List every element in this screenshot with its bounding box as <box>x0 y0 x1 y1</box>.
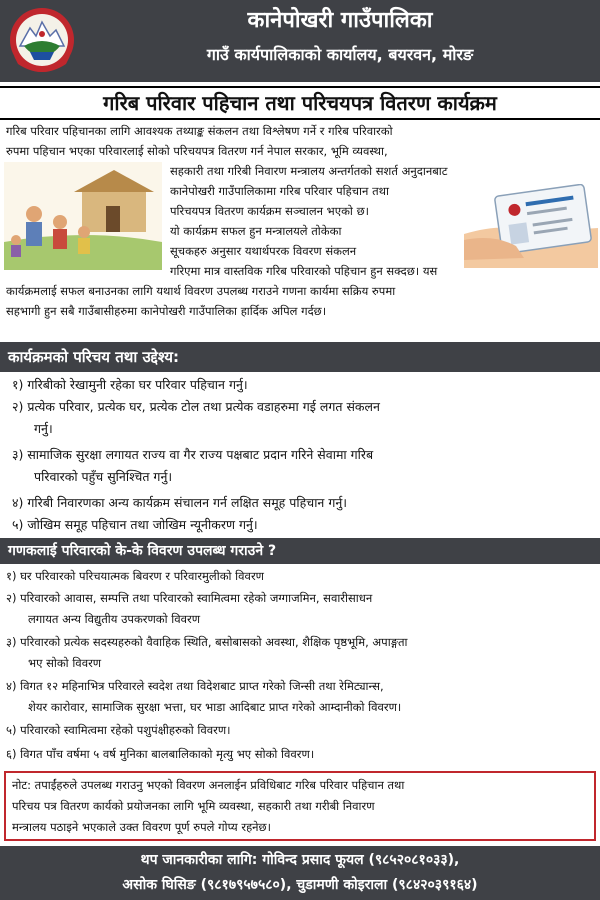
org-name: कानेपोखरी गाउँपालिका <box>247 8 433 33</box>
intro-line: सहकारी तथा गरिबी निवारण मन्त्रालय अन्तर्गतको सशर्त अनुदानबाट <box>170 164 448 178</box>
nepal-emblem-icon <box>8 6 76 74</box>
intro-line: परिचयपत्र वितरण कार्यक्रम सञ्चालन भएको छ। <box>170 204 369 218</box>
list-item: १) घर परिवारको परिचयात्मक बिवरण र परिवारमुलीको विवरण <box>6 569 264 583</box>
note-line: परिचय पत्र वितरण कार्यको प्रयोजनका लागि भूमि व्यवस्था, सहकारी तथा गरीबी निवारण <box>12 799 375 813</box>
page-title: गरिब परिवार पहिचान तथा परिचयपत्र वितरण कार्यक्रम <box>0 86 600 120</box>
list-item: भए सोको विवरण <box>28 656 102 670</box>
section-heading-details: गणकलाई परिवारको के-के विवरण उपलब्ध गराउने ? <box>0 538 600 564</box>
intro-line: कानेपोखरी गाउँपालिकामा गरिब परिवार पहिचान तथा <box>170 184 389 198</box>
list-item: लगायत अन्य विद्युतीय उपकरणको विवरण <box>28 612 201 626</box>
list-item: ४) विगत १२ महिनाभित्र परिवारले स्वदेश तथा विदेशबाट प्राप्त गरेको जिन्सी तथा रेमिट्यान्स, <box>6 679 384 693</box>
intro-line: गरिब परिवार पहिचानका लागि आवश्यक तथ्याङ्क संकलन तथा विश्लेषण गर्ने र गरिब परिवारको <box>6 124 393 138</box>
note-line: नोट: तपाईंहरुले उपलब्ध गराउनु भएको विवरण अनलाईन प्रविधिबाट गरिब परिवार पहिचान तथा <box>12 778 405 792</box>
note-line: मन्त्रालय पठाइने भएकाले उक्त विवरण पूर्ण रुपले गोप्य रहनेछ। <box>12 820 271 834</box>
intro-line: सूचकहरु अनुसार यथार्थपरक विवरण संकलन <box>170 244 357 258</box>
header <box>0 0 600 82</box>
intro-line: गरिएमा मात्र वास्तविक गरिब परिवारको पहिचान हुन सक्दछ। यस <box>170 264 438 278</box>
intro-line: यो कार्यक्रम सफल हुन मन्त्रालयले तोकेका <box>170 224 342 238</box>
list-item: ५) जोखिम समूह पहिचान तथा जोखिम न्यूनीकरण गर्नु। <box>12 517 258 532</box>
intro-line: कार्यक्रमलाई सफल बनाउनका लागि यथार्थ विवरण उपलब्ध गराउने गणना कार्यमा सक्रिय रुपमा <box>6 284 396 298</box>
list-item: ३) परिवारको प्रत्येक सदस्यहरुको वैवाहिक स्थिति, बसोबासको अवस्था, शैक्षिक पृष्ठभूमि, अपाङ्गता <box>6 635 408 649</box>
list-item: ४) गरिबी निवारणका अन्य कार्यक्रम संचालन गर्न लक्षित समूह पहिचान गर्नु। <box>12 495 348 510</box>
list-item: ५) परिवारको स्वामित्वमा रहेको पशुपंक्षीहरुको विवरण। <box>6 723 231 737</box>
list-item: १) गरिबीको रेखामुनी रहेका घर परिवार पहिचान गर्नु। <box>12 377 248 392</box>
section-heading-objectives: कार्यक्रमको परिचय तथा उद्देश्य: <box>0 342 600 372</box>
confidentiality-note <box>4 771 596 841</box>
intro-line: सहभागी हुन सबै गाउँबासीहरुमा कानेपोखरी गाउँपालिका हार्दिक अपिल गर्दछ। <box>6 304 327 318</box>
list-item: गर्नु। <box>34 421 53 436</box>
intro-line: रुपमा पहिचान भएका परिवारलाई सोको परिचयपत्र वितरण गर्न नेपाल सरकार, भूमि व्यवस्था, <box>6 144 388 158</box>
list-item: शेयर कारोवार, सामाजिक सुरक्षा भत्ता, घर भाडा आदिबाट प्राप्त गरेको आम्दानीको विवरण। <box>28 700 402 714</box>
contact-line: असोक घिसिङ (९८१७९५७५८०), चुडामणी कोइराला (९८४२०३९१६४) <box>122 877 478 893</box>
contact-footer <box>0 846 600 900</box>
office-address: गाउँ कार्यपालिकाको कार्यालय, बयरवन, मोरङ <box>206 45 474 64</box>
list-item: २) परिवारको आवास, सम्पत्ति तथा परिवारको स्वामित्वमा रहेको जग्गाजमिन, सवारीसाधन <box>6 591 373 605</box>
contact-line: थप जानकारीका लागि: गोविन्द प्रसाद फूयल (९८५२०८१०३३), <box>140 852 460 868</box>
list-item: परिवारको पहुँच सुनिश्चित गर्नु। <box>34 469 173 484</box>
list-item: ६) विगत पाँच वर्षमा ५ वर्ष मुनिका बालबालिकाको मृत्यु भए सोको विवरण। <box>6 747 315 761</box>
list-item: ३) सामाजिक सुरक्षा लगायत राज्य वा गैर राज्य पक्षबाट प्रदान गरिने सेवामा गरिब <box>12 447 374 462</box>
list-item: २) प्रत्येक परिवार, प्रत्येक घर, प्रत्येक टोल तथा प्रत्येक वडाहरुमा गई लगत संकलन <box>12 399 380 414</box>
intro-paragraph <box>0 122 600 340</box>
